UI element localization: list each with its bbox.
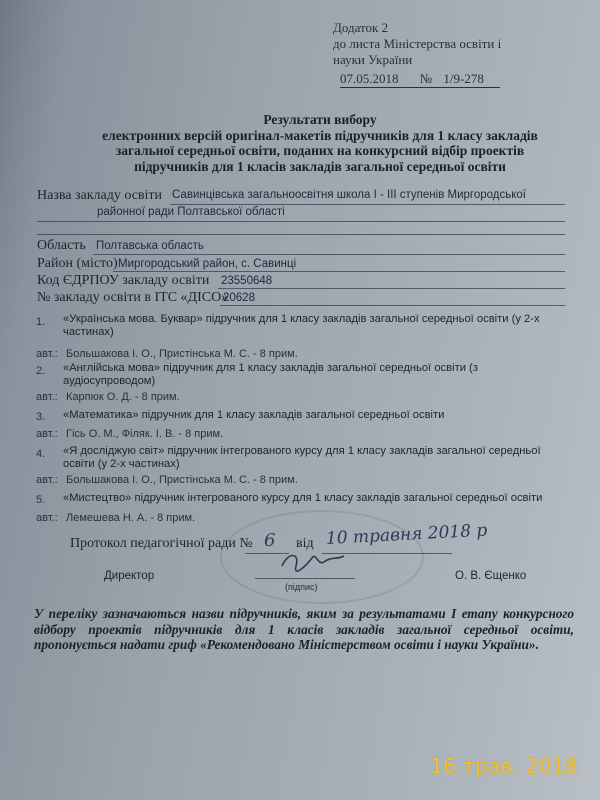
protocol-number: 6: [264, 530, 276, 551]
item-authors-label: авт.:: [36, 474, 58, 486]
title-line-2: електронних версій оригінал-макетів підручників для 1 класу закладів: [102, 127, 538, 143]
appendix-number: 1/9-278: [443, 71, 484, 86]
appendix-date: 07.05.2018: [340, 71, 399, 86]
school-value-2: районної ради Полтавської області: [97, 206, 285, 218]
school-label: Назва закладу освіти: [37, 188, 163, 203]
item-authors-label: авт.:: [36, 391, 58, 403]
item-authors: Карпюк О. Д. - 8 прим.: [66, 391, 180, 403]
item-authors: Большакова І. О., Пристінська М. С. - 8 прим.: [66, 474, 298, 486]
protocol-from: від: [296, 536, 314, 551]
its-value: 20628: [223, 292, 255, 304]
item-title: «Я досліджую світ» підручник інтегрованого курсу для 1 класу закладів загальної середньої: [63, 445, 541, 457]
item-authors-label: авт.:: [36, 512, 58, 524]
footnote-note: У переліку зазначаються назви підручників, яким за результатами І етапу конкурсного відбору проектів підручників для 1 класів закладів загальної середньої освіти, пропонується надати гриф «Рекомендовано Міністерством освіти і науки України».: [34, 606, 574, 652]
item-title-cont: частинах): [63, 326, 114, 338]
item-authors-label: авт.:: [36, 348, 58, 360]
edrpou-value: 23550648: [221, 275, 273, 287]
item-authors: Гісь О. М., Філяк. І. В. - 8 прим.: [66, 428, 224, 440]
item-title: «Мистецтво» підручник інтегрованого курсу для 1 класу закладів загальної середньої освіти: [63, 492, 543, 504]
protocol-label: Протокол педагогічної ради №: [70, 536, 253, 551]
signature-caption: (підпис): [285, 582, 318, 592]
item-number: 4.: [36, 448, 46, 460]
item-authors: Лемешева Н. А. - 8 прим.: [66, 512, 196, 524]
photo-timestamp: 16 трав. 2018: [430, 754, 578, 778]
item-title: «Математика» підручник для 1 класу закладів загальної середньої освіти: [63, 409, 445, 421]
edrpou-label: Код ЄДРПОУ закладу освіти: [37, 273, 210, 288]
title-line-4: підручників для 1 класів закладів загальної середньої освіти: [134, 158, 506, 174]
appendix-label: Додаток 2: [333, 20, 389, 35]
item-title-cont: аудіосупроводом): [63, 375, 156, 387]
item-title: «Англійська мова» підручник для 1 класу закладів загальної середньої освіти (з: [63, 362, 478, 374]
district-label: Район (місто): [37, 256, 118, 271]
title-line-3: загальної середньої освіти, поданих на конкурсний відбір проектів: [115, 143, 525, 158]
director-label: Директор: [104, 570, 155, 582]
item-title-cont: освіти (у 2-х частинах): [63, 458, 180, 470]
region-label: Область: [37, 238, 86, 253]
item-number: 1.: [36, 316, 46, 328]
director-signature: [282, 556, 344, 572]
its-label: № закладу освіти в ІТС «ДІСО»: [37, 290, 229, 305]
item-number: 3.: [36, 411, 46, 423]
item-number: 2.: [36, 365, 46, 377]
appendix-ministry-line: науки України: [333, 52, 413, 67]
protocol-date-handwritten: 10 травня 2018 р: [325, 520, 488, 549]
district-value: Миргородський район, с. Савинці: [118, 258, 297, 270]
item-title: «Українська мова. Буквар» підручник для 1 класу закладів загальної середньої освіти (у 2-х: [63, 313, 540, 325]
appendix-letter-line: до листа Міністерства освіти і: [333, 36, 502, 51]
director-name: О. В. Єщенко: [455, 570, 527, 582]
appendix-number-prefix: №: [419, 71, 433, 86]
school-value-1: Савинцівська загальноосвітня школа І - ІІІ ступенів Миргородської: [172, 189, 526, 201]
item-authors-label: авт.:: [36, 428, 58, 440]
item-number: 5.: [36, 494, 46, 506]
item-authors: Большакова І. О., Пристінська М. С. - 8 прим.: [66, 348, 298, 360]
title-line-1: Результати вибору: [263, 112, 377, 127]
region-value: Полтавська область: [96, 240, 204, 252]
